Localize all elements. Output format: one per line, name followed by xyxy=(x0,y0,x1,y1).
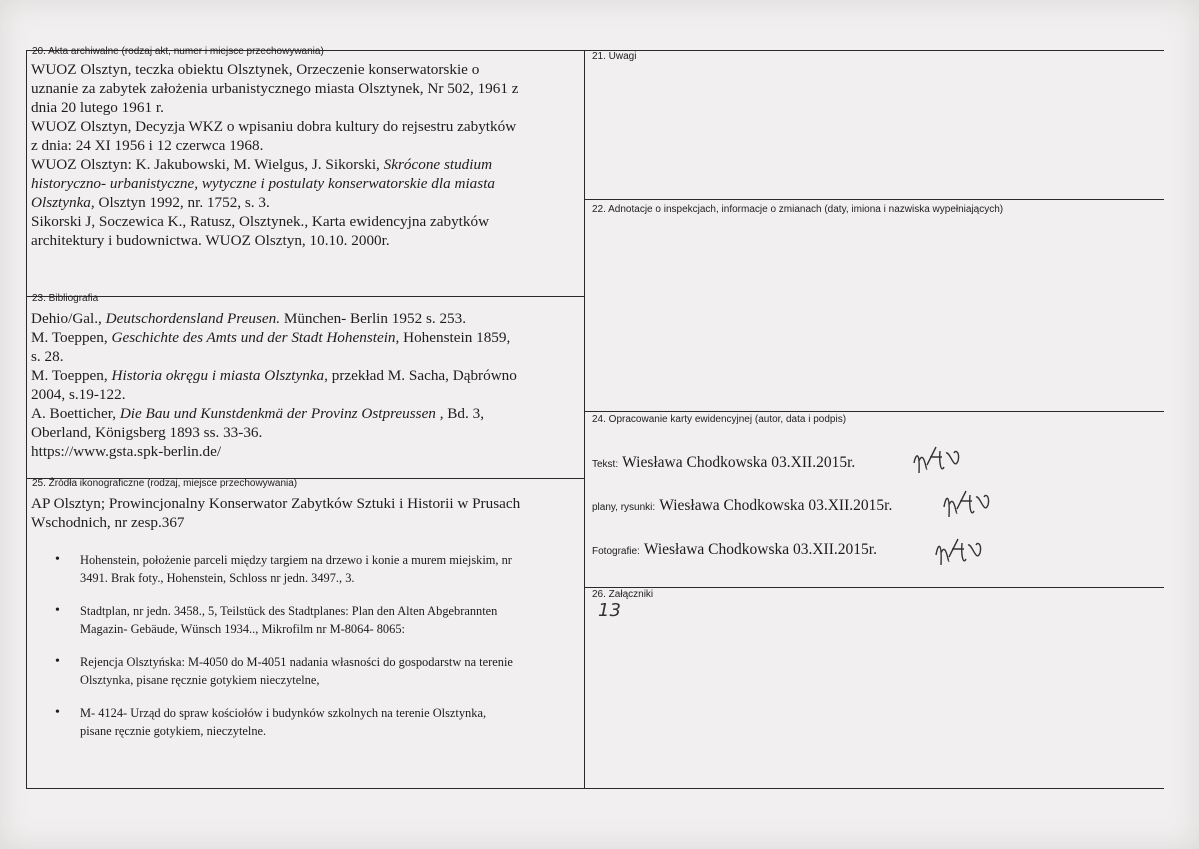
list-item xyxy=(31,551,583,587)
item-line: Rejencja Olsztyńska: M-4050 do M-4051 nadania własności do gospodarstw na terenie xyxy=(80,655,513,669)
bib-title: Die Bau und Kunstdenkmä der Provinz Ostpreussen xyxy=(119,405,436,422)
tekst-author: Wiesława Chodkowska 03.XII.2015r. xyxy=(622,454,856,471)
bib-details: Hohenstein 1859, xyxy=(399,329,511,346)
iconographic-list xyxy=(31,551,583,755)
bib-title: Deutschordensland Preusen. xyxy=(105,310,281,327)
bib-author: Dehio/Gal., xyxy=(31,310,102,327)
bib-author: A. Boetticher, xyxy=(31,405,117,422)
s20-line-italic xyxy=(31,174,583,193)
bib-title: Geschichte des Amts und der Stadt Hohenstein, xyxy=(111,329,400,346)
s20-line: z dnia: 24 XI 1956 i 12 czerwca 1968. xyxy=(31,137,264,154)
item-line: pisane ręcznie gotykiem, nieczytelne. xyxy=(80,724,267,738)
section24-label: 24. Opracowanie karty ewidencyjnej (autor, data i podpis) xyxy=(592,414,847,425)
bib-entry xyxy=(31,404,583,423)
rule-after-24 xyxy=(585,587,1164,588)
section20-label: 20. Akta archiwalne (rodzaj akt, numer i miejsce przechowywania) xyxy=(32,46,324,57)
bib-link[interactable]: https://www.gsta.spk-berlin.de/ xyxy=(31,443,222,460)
s20-title-mid: historyczno- urbanistyczne, wytyczne i postulaty konserwatorskie dla miasta xyxy=(31,175,496,192)
foto-label: Fotografie: xyxy=(592,546,640,557)
s25-line: Wschodnich, nr zesp.367 xyxy=(31,514,185,531)
plany-label: plany, rysunki: xyxy=(592,502,656,513)
s20-line-with-title xyxy=(31,155,583,174)
bib-details-cont: s. 28. xyxy=(31,348,64,365)
item-line: M- 4124- Urząd do spraw kościołów i budynków szkolnych na terenie Olsztynka, xyxy=(80,706,487,720)
section26-label: 26. Załączniki xyxy=(592,589,654,600)
bullet-icon: • xyxy=(55,552,60,567)
item-line: Stadtplan, nr jedn. 3458., 5, Teilstück des Stadtplanes: Plan den Alten Abgebrannten xyxy=(80,604,498,618)
attachments-count: 13 xyxy=(598,600,621,621)
section25-label: 25. Źródła ikonograficzne (rodzaj, miejsce przechowywania) xyxy=(32,478,298,489)
s20-title-end: Olsztynka, xyxy=(31,194,95,211)
bib-entry xyxy=(31,366,583,385)
bib-details-cont: Oberland, Königsberg 1893 ss. 33-36. xyxy=(31,424,263,441)
bullet-icon: • xyxy=(55,603,60,618)
rule-after-21 xyxy=(585,199,1164,200)
list-item xyxy=(31,704,583,740)
left-border xyxy=(26,50,27,788)
item-line: 3491. Brak foty., Hohenstein, Schloss nr jedn. 3497., 3. xyxy=(80,571,355,585)
section20-body xyxy=(31,60,583,250)
s20-line: WUOZ Olsztyn, teczka obiektu Olsztynek, Orzeczenie konserwatorskie o xyxy=(31,61,480,78)
section21-label: 21. Uwagi xyxy=(592,51,637,62)
plany-row xyxy=(592,497,892,515)
list-item xyxy=(31,602,583,638)
rule-after-22 xyxy=(585,411,1164,412)
s25-line: AP Olsztyn; Prowincjonalny Konserwator Zabytków Sztuki i Historii w Prusach xyxy=(31,495,521,512)
s20-line-title-end xyxy=(31,193,583,212)
s20-line: architektury i budownictwa. WUOZ Olsztyn, 10.10. 2000r. xyxy=(31,232,390,249)
signature-tekst-icon xyxy=(910,443,966,479)
plany-author: Wiesława Chodkowska 03.XII.2015r. xyxy=(659,497,893,514)
foto-author: Wiesława Chodkowska 03.XII.2015r. xyxy=(643,541,877,558)
bib-author: M. Toeppen, xyxy=(31,329,108,346)
tekst-row xyxy=(592,454,855,472)
item-line: Olsztynka, pisane ręcznie gotykiem nieczytelne, xyxy=(80,673,320,687)
rule-after-20 xyxy=(26,296,585,297)
bib-author: M. Toeppen, xyxy=(31,367,108,384)
s20-line: WUOZ Olsztyn, Decyzja WKZ o wpisaniu dobra kultury do rejsestru zabytków xyxy=(31,118,517,135)
bib-details-cont: 2004, s.19-122. xyxy=(31,386,126,403)
s20-line: dnia 20 lutego 1961 r. xyxy=(31,99,164,116)
bib-details: przekład M. Sacha, Dąbrówno xyxy=(327,367,517,384)
item-line: Hohenstein, położenie parceli między targiem na drzewo i konie a murem miejskim, nr xyxy=(80,553,512,567)
bib-entry xyxy=(31,309,583,328)
list-item xyxy=(31,653,583,689)
bib-details: München- Berlin 1952 s. 253. xyxy=(280,310,467,327)
bottom-rule xyxy=(26,788,1164,789)
bullet-icon: • xyxy=(55,705,60,720)
bib-entry xyxy=(31,328,583,347)
section25-header xyxy=(31,494,583,532)
tekst-label: Tekst: xyxy=(592,459,619,470)
bullet-icon: • xyxy=(55,654,60,669)
foto-row xyxy=(592,541,877,559)
section23-label: 23. Bibliografia xyxy=(32,293,99,304)
column-divider xyxy=(584,50,585,788)
signature-plany-icon xyxy=(940,485,996,521)
item-line: Magazin- Gebäude, Wünsch 1934.., Mikrofilm nr M-8064- 8065: xyxy=(80,622,405,636)
bib-details: , Bd. 3, xyxy=(435,405,485,422)
section23-body xyxy=(31,309,583,461)
s20-title-start: Skrócone studium xyxy=(383,156,493,173)
section22-label: 22. Adnotacje o inspekcjach, informacje o zmianach (daty, imiona i nazwiska wypełniających) xyxy=(592,204,1004,215)
s20-line: WUOZ Olsztyn: K. Jakubowski, M. Wielgus, J. Sikorski, xyxy=(31,156,380,173)
signature-foto-icon xyxy=(932,531,988,571)
bib-title: Historia okręgu i miasta Olsztynka, xyxy=(111,367,328,384)
s20-line: uznanie za zabytek założenia urbanistycznego miasta Olsztynek, Nr 502, 1961 z xyxy=(31,80,519,97)
s20-line-rest: Olsztyn 1992, nr. 1752, s. 3. xyxy=(94,194,270,211)
s20-line: Sikorski J, Soczewica K., Ratusz, Olsztynek., Karta ewidencyjna zabytków xyxy=(31,213,490,230)
